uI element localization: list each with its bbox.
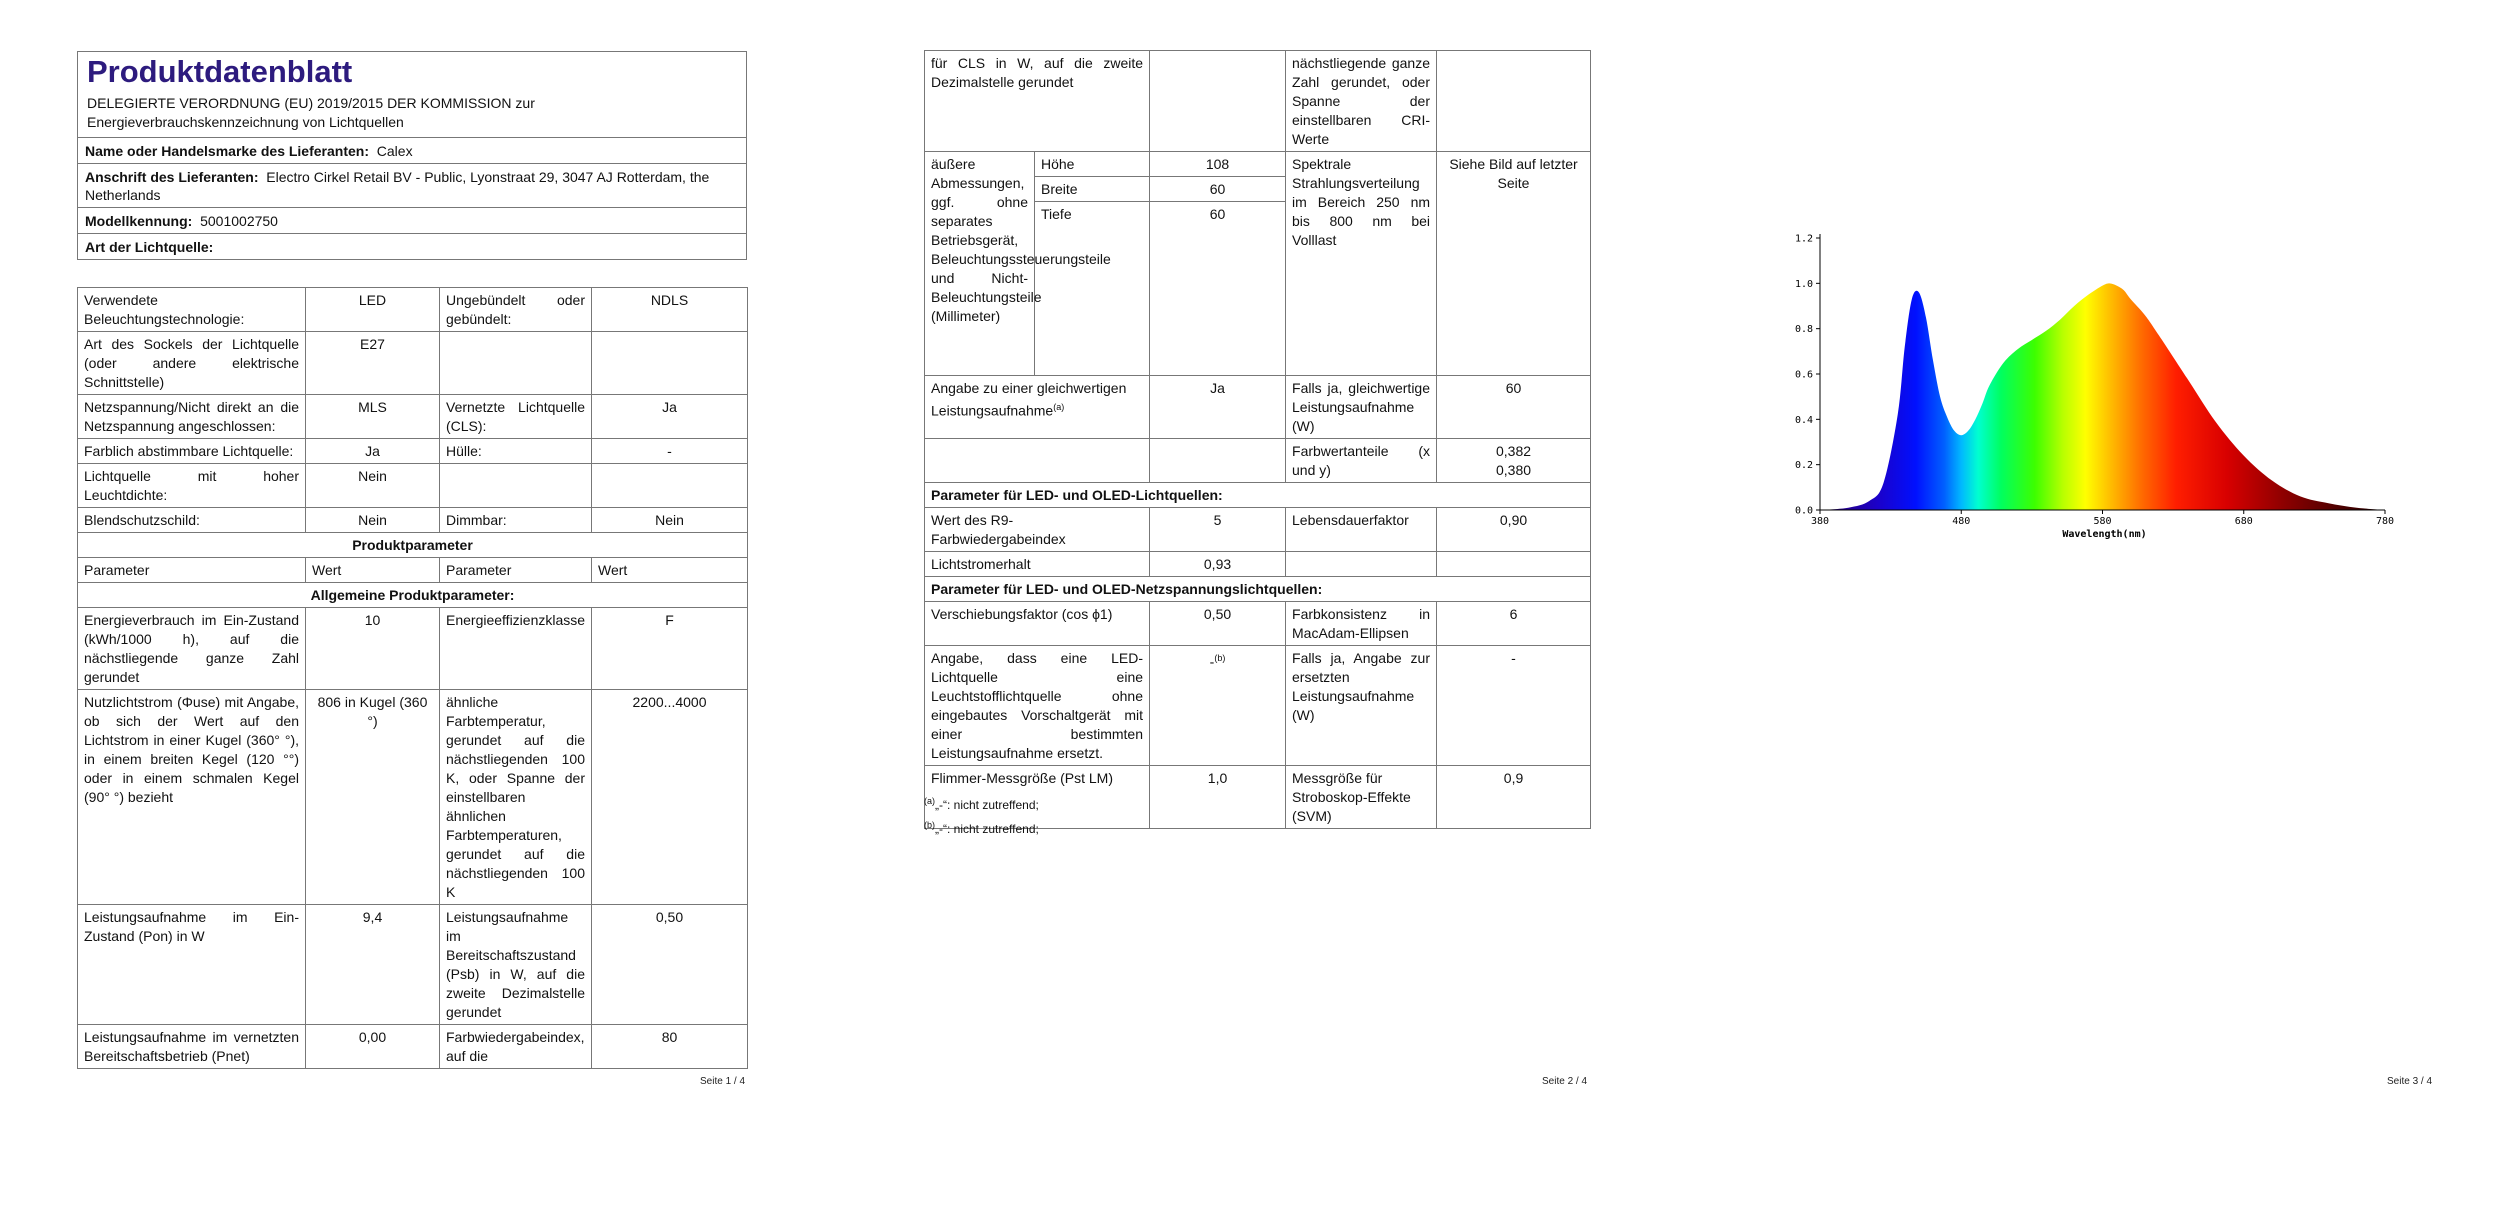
supplier-address-row: Anschrift des Lieferanten: Electro Cirkel Retail BV - Public, Lyonstraat 29, 3047 AJ Rotterdam, the Netherlands xyxy=(78,163,746,207)
table-row: Leistungsaufnahme im vernetzten Bereitschaftsbetrieb (Pnet) 0,00 Farbwiedergabeindex, auf die 80 xyxy=(78,1025,748,1069)
supplier-name-row: Name oder Handelsmarke des Lieferanten: Calex xyxy=(78,137,746,163)
page-1 xyxy=(0,0,835,1205)
table-row: Netzspannung/Nicht direkt an die Netzspannung angeschlossen: MLS Vernetzte Lichtquelle (CLS): Ja xyxy=(78,395,748,439)
y-tick-label: 0.4 xyxy=(1794,414,1813,426)
x-tick-label: 480 xyxy=(1952,516,1971,527)
section-header-row: Allgemeine Produktparameter: xyxy=(78,583,748,608)
footnote-b: $^{(b)}$„-“: nicht zutreffend; xyxy=(924,820,1039,836)
document-title: Produktdatenblatt xyxy=(87,54,353,89)
model-row: Modellkennung: 5001002750 xyxy=(78,207,746,233)
table-row: Tiefe 60 xyxy=(925,202,1591,376)
section-header-row: Produktparameter xyxy=(78,533,748,558)
page-3 xyxy=(1760,0,2510,1205)
section-header-row: Parameter für LED- und OLED-Netzspannungslichtquellen: xyxy=(925,577,1591,602)
column-header-row: Parameter Wert Parameter Wert xyxy=(78,558,748,583)
table-row: Flimmer-Messgröße (Pst LM) 1,0 Messgröße für Stroboskop-Effekte (SVM) 0,9 xyxy=(925,766,1591,829)
light-source-type-row: Art der Lichtquelle: xyxy=(78,233,746,259)
page-number: Seite 1 / 4 xyxy=(700,1076,746,1087)
table-row: Lichtstromerhalt 0,93 xyxy=(925,552,1591,577)
table-row: Breite 60 xyxy=(925,177,1591,202)
table-row: Lichtquelle mit hoher Leuchtdichte: Nein xyxy=(78,464,748,508)
x-tick-label: 380 xyxy=(1810,516,1830,527)
page-number: Seite 2 / 4 xyxy=(1542,1076,1588,1087)
table-row: Angabe, dass eine LED-Lichtquelle eine Leuchtstofflichtquelle ohne eingebautes Vorschaltgerät mit einer bestimmten Leistungsaufnahme ersetzt. -$^{(b)}$ Falls ja, Angabe zur ersetzten Leistungsaufnahme (W) - xyxy=(925,646,1591,766)
y-tick-label: 1.2 xyxy=(1794,233,1813,245)
parameters-table-continued xyxy=(924,50,1591,829)
table-row: für CLS in W, auf die zweite Dezimalstelle gerundet nächstliegende ganze Zahl gerundet, oder Spanne der einstellbaren CRI-Werte xyxy=(925,51,1591,152)
table-row: Wert des R9-Farbwiedergabeindex 5 Lebensdauerfaktor 0,90 xyxy=(925,508,1591,552)
table-row: Verschiebungsfaktor (cos ϕ1) 0,50 Farbkonsistenz in MacAdam-Ellipsen 6 xyxy=(925,602,1591,646)
table-row: Art des Sockels der Lichtquelle (oder andere elektrische Schnittstelle) E27 xyxy=(78,332,748,395)
table-row: Energieverbrauch im Ein-Zustand (kWh/1000 h), auf die nächstliegende ganze Zahl gerundet 10 Energieeffizienzklasse F xyxy=(78,608,748,690)
table-row: Verwendete Beleuchtungstechnologie: LED Ungebündelt oder gebündelt: NDLS xyxy=(78,288,748,332)
x-tick-label: 680 xyxy=(2234,516,2253,527)
y-tick-label: 0.0 xyxy=(1794,505,1813,517)
table-row: äußere Abmessungen, ggf. ohne separates Betriebsgerät, Beleuchtungssteuerungsteile und Nicht-Beleuchtungsteile (Millimeter) Höhe 108 Spektrale Strahlungsverteilung im Bereich 250 nm bis 800 nm bei Volllast Siehe Bild auf letzter Seite xyxy=(925,152,1591,177)
table-row: Leistungsaufnahme im Ein-Zustand (Pon) in W 9,4 Leistungsaufnahme im Bereitschaftszustand (Psb) in W, auf die zweite Dezimalstelle gerundet 0,50 xyxy=(78,905,748,1025)
table-row: Nutzlichtstrom (Φuse) mit Angabe, ob sich der Wert auf den Lichtstrom in einer Kugel (360° °), in einem breiten Kegel (120 °°) oder in einem schmalen Kegel (90° °) bezieht 806 in Kugel (360 °) ähnliche Farbtemperatur, gerundet auf die nächstliegenden 100 K, oder Spanne der einstellbaren ähnlichen Farbtemperaturen, gerundet auf die nächstliegenden 100 K 2200...4000 xyxy=(78,690,748,905)
spectrum-area xyxy=(1820,283,2385,510)
page-number: Seite 3 / 4 xyxy=(2387,1076,2433,1087)
regulation-text: DELEGIERTE VERORDNUNG (EU) 2019/2015 DER KOMMISSION zur Energieverbrauchskennzeichnung von Lichtquellen xyxy=(87,95,535,130)
dimensions-label: äußere Abmessungen, ggf. ohne separates Betriebsgerät, Beleuchtungssteuerungsteile und Nicht-Beleuchtungsteile (Millimeter) xyxy=(925,152,1035,376)
page-2 xyxy=(917,0,1597,1205)
y-tick-label: 1.0 xyxy=(1794,278,1813,290)
section-header-row: Parameter für LED- und OLED-Lichtquellen: xyxy=(925,483,1591,508)
x-axis-label: Wavelength(nm) xyxy=(2062,529,2147,540)
table-row: Farblich abstimmbare Lichtquelle: Ja Hülle: - xyxy=(78,439,748,464)
x-tick-label: 580 xyxy=(2093,516,2112,527)
spectral-distribution-chart xyxy=(1760,220,2420,560)
x-tick-label: 780 xyxy=(2375,516,2395,527)
datasheet-header-box xyxy=(77,51,747,260)
y-tick-label: 0.2 xyxy=(1794,460,1813,472)
product-parameters-table xyxy=(77,287,748,1069)
table-row: Farbwertanteile (x und y) 0,382 0,380 xyxy=(925,439,1591,483)
table-row: Blendschutzschild: Nein Dimmbar: Nein xyxy=(78,508,748,533)
y-tick-label: 0.8 xyxy=(1794,324,1813,336)
footnote-a: $^{(a)}$„-“: nicht zutreffend; xyxy=(924,796,1039,812)
table-row: Angabe zu einer gleichwertigen Leistungsaufnahme$^{(a)}$ Ja Falls ja, gleichwertige Leistungsaufnahme (W) 60 xyxy=(925,376,1591,439)
y-tick-label: 0.6 xyxy=(1794,369,1813,381)
